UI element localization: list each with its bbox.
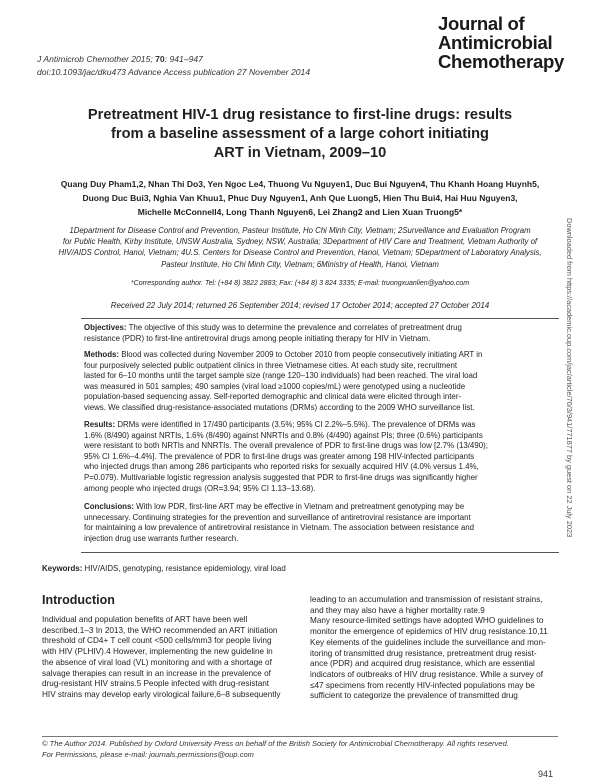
abstract-results: Results: DRMs were identified in 17/490 participants (3.5%; 95% CI 2.2%–5.5%). The prevalence of DRMs was 1.6% (8/490) against NRTIs, 1.6% (8/490) against NNRTIs and 0.8% (4/490) against PIs; three (0.6%) participants were resistant to both NRTIs and NNRTIs. The overall prevalence of PDR to first-line drugs was low [2.7% (13/490); 95% CI 1.6%–4.4%]. The prevalence of PDR to first-line drugs was greater among 198 HIV-infected participants who injected drugs than among 286 participants who reported risks for sexually acquired HIV (4.0% versus 1.4%, P=0.079). Multivariable logistic regression analysis suggested that PDR to first-line drugs was significantly higher among people who injected drugs (OR=3.94; 95% CI 1.13–13.68). — [84, 420, 488, 493]
received-dates: Received 22 July 2014; returned 26 September 2014; revised 17 October 2014; accepted 27 October 2014 — [110, 301, 490, 310]
copyright-footer: © The Author 2014. Published by Oxford University Press on behalf of the British Society for Antimicrobial Chemotherapy. All rights reserved. For Permissions, please e-mail: journals.permissions@oup.com — [42, 739, 509, 759]
keywords: Keywords: HIV/AIDS, genotyping, resistance epidemiology, viral load — [42, 564, 286, 573]
introduction-left-column: Individual and population benefits of ART have been well described.1–3 In 2013, the WHO recommended an ART initiation threshold of CD4+ T cell count <500 cells/mm3 for people living with HIV (PLHIV).4 However, implementing the new guideline in the absence of viral load (VL) monitoring and with a shortage of salvage therapies can result in an increase in the prevalence of drug-resistant HIV strains.5 People infected with drug-resistant HIV strains may develop early virological failure,6–8 subsequently — [42, 615, 281, 699]
abstract-top-rule — [81, 318, 559, 319]
citation-line-1: J Antimicrob Chemother 2015; 70: 941–947 — [37, 54, 203, 64]
abstract-conclusions: Conclusions: With low PDR, first-line ART may be effective in Vietnam and pretreatment genotyping may be unnecessary. Continuing strategies for the prevention and surveillance of antiretroviral resistance are important for maintaining a low prevalence of antiretroviral resistance in Vietnam. The association between resistance and injection drug use warrants further research. — [84, 502, 475, 543]
author-list: Quang Duy Pham1,2, Nhan Thi Do3, Yen Ngoc Le4, Thuong Vu Nguyen1, Duc Bui Nguyen4, Thu Khanh Hoang Huynh5, Duong Duc Bui3, Nghia Van Khuu1, Phuc Duy Nguyen1, Anh Que Luong5, Hien Thu Bui4, Hai Huu Nguyen3, Michelle McConnell4, Long Thanh Nguyen6, Lei Zhang2 and Lien Xuan Truong5* — [60, 179, 540, 218]
corresponding-author: *Corresponding author. Tel: (+84 8) 3822 2883; Fax: (+84 8) 3 824 3335; E-mail: truongxuanlien@yahoo.com — [130, 280, 470, 287]
page-number: 941 — [538, 769, 554, 779]
journal-logo: Journal of Antimicrobial Chemotherapy — [438, 13, 564, 72]
abstract-objectives: Objectives: The objective of this study was to determine the prevalence and correlates of pretreatment drug resistance (PDR) to first-line antiretroviral drugs among people initiating therapy for HIV in Vietnam. — [84, 323, 462, 343]
footer-rule — [42, 736, 558, 737]
citation-line-2: doi:10.1093/jac/dku473 Advance Access publication 27 November 2014 — [37, 67, 311, 77]
introduction-right-column: leading to an accumulation and transmission of resistant strains, and they may also have a higher mortality rate.9 Many resource-limited settings have adopted WHO guidelines to monitor the emergence of epidemics of HIV drug resistance.10,11 Key elements of the guidelines include the surveillance and mon- itoring of transmitted drug resistance, pretreatment drug resist- ance (PDR) and acquired drug resistance, which are essential indicators of outbreaks of HIV drug resistance. While a survey of ≤47 specimens from recently HIV-infected populations may be sufficient to categorize the prevalence of transmitted drug — [310, 595, 548, 701]
abstract-methods: Methods: Blood was collected during November 2009 to October 2010 from people consecutively initiating ART in four purposively selected public outpatient clinics in three Vietnamese cities. At each study site, recruitment lasted for 6–10 months until the target sample size (range 120–130 individuals) had been reached. The viral load was measured in 501 samples; 490 samples (viral load ≥1000 copies/mL) were genotyped using a nucleotide population-based sequencing assay. Self-reported demographic and clinical data were elicited through inter- views. We classified drug-resistance-associated mutations (DRMs) according to the 2009 WHO surveillance list. — [84, 350, 483, 412]
abstract-bottom-rule — [81, 552, 559, 553]
affiliations: 1Department for Disease Control and Prevention, Pasteur Institute, Ho Chi Minh City, Vietnam; 2Surveillance and Evaluation Program for Public Health, Kirby Institute, UNSW Australia, Sydney, NSW, Australia; 3Department of HIV Care and Treatment, Vietnam Authority of HIV/AIDS Control, Hanoi, Vietnam; 4U.S. Centers for Disease Control and Prevention, Hanoi, Vietnam; 5Department of Laboratory Analysis, Pasteur Institute, Ho Chi Minh City, Vietnam; 6Ministry of Health, Hanoi, Vietnam — [58, 226, 542, 269]
introduction-heading: Introduction — [42, 593, 115, 607]
article-title: Pretreatment HIV-1 drug resistance to first-line drugs: results from a baseline assessment of a large cohort initiating ART in Vietnam, 2009–10 — [87, 107, 513, 161]
citation-block — [37, 53, 310, 79]
download-notice: Downloaded from https://academic.oup.com/jac/article/70/3/941/771877 by guest on 22 July 2023 — [565, 218, 574, 538]
